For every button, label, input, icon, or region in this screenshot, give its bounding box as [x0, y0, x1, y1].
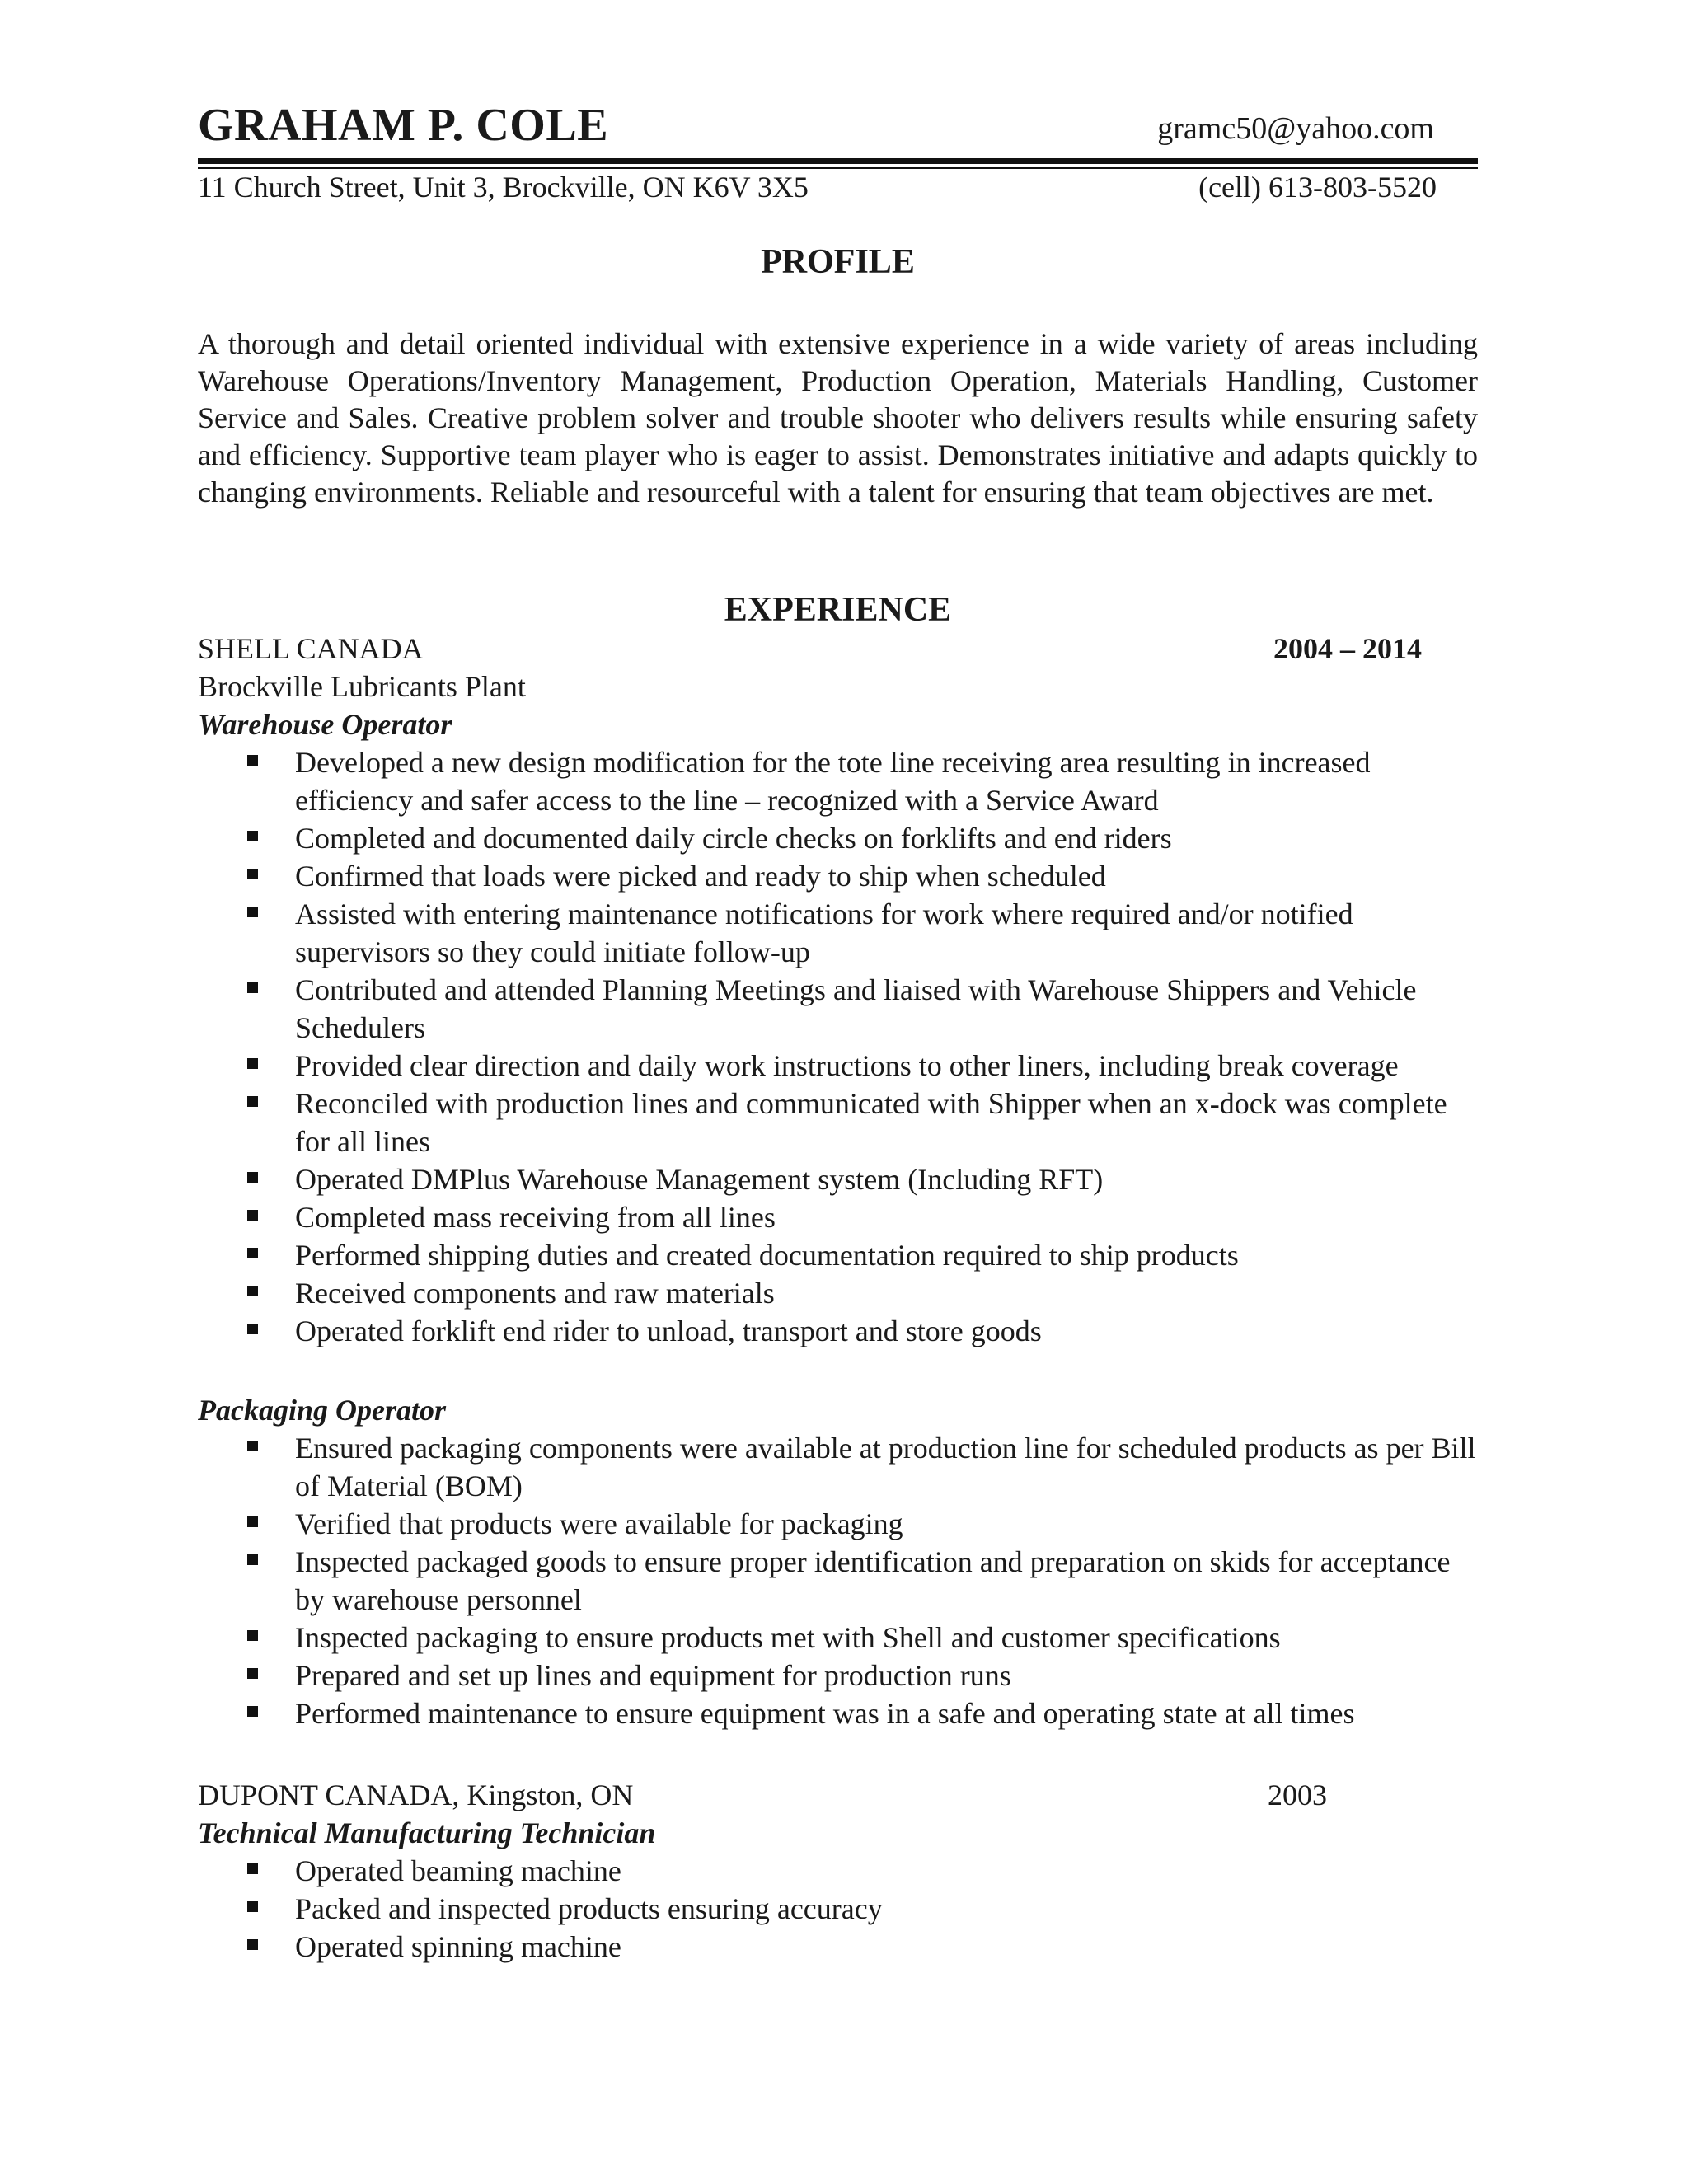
- bullet-square-icon: [247, 1441, 258, 1451]
- list-item: [198, 1694, 1478, 1732]
- profile-heading: PROFILE: [761, 243, 915, 281]
- duty-text: Ensured packaging components were available at production line for scheduled products as per Bill of Material (BOM): [295, 1432, 1476, 1502]
- duty-text: Provided clear direction and daily work instructions to other liners, including break coverage: [295, 1049, 1399, 1082]
- list-item: [198, 1619, 1478, 1657]
- bullet-square-icon: [247, 1863, 258, 1874]
- email-address: gramc50@yahoo.com: [1157, 111, 1434, 146]
- duty-text: Performed shipping duties and created documentation required to ship products: [295, 1239, 1239, 1272]
- bullet-square-icon: [247, 1516, 258, 1527]
- location-text: Brockville Lubricants Plant: [198, 670, 526, 703]
- employer-location: [198, 668, 1478, 705]
- bullet-square-icon: [247, 1096, 258, 1107]
- list-item: [198, 1505, 1478, 1543]
- bullet-square-icon: [247, 1058, 258, 1069]
- bullet-square-icon: [247, 831, 258, 841]
- duty-text: Packed and inspected products ensuring accuracy: [295, 1892, 883, 1925]
- employment-dates: 2004 – 2014: [1273, 632, 1422, 665]
- duty-text: Completed and documented daily circle checks on forklifts and end riders: [295, 822, 1172, 855]
- packaging-duties-list: [198, 1429, 1478, 1732]
- list-item: [198, 1429, 1478, 1505]
- list-item: [198, 1274, 1478, 1312]
- duty-text: Operated beaming machine: [295, 1854, 621, 1887]
- role-packaging-operator: [198, 1391, 1478, 1732]
- bullet-square-icon: [247, 1554, 258, 1565]
- resume-header: [198, 92, 1475, 158]
- list-item: [198, 1312, 1478, 1350]
- list-item: [198, 895, 1478, 971]
- technician-duties-list: [198, 1852, 1478, 1966]
- duty-text: Contributed and attended Planning Meetings and liaised with Warehouse Shippers and Vehicle Schedulers: [295, 973, 1417, 1044]
- bullet-square-icon: [247, 982, 258, 993]
- list-item: [198, 1236, 1478, 1274]
- bullet-square-icon: [247, 1939, 258, 1950]
- warehouse-duties-list: [198, 743, 1478, 1350]
- phone-number: (cell) 613-803-5520: [1198, 171, 1437, 204]
- applicant-name: GRAHAM P. COLE: [198, 100, 609, 151]
- list-item: [198, 1890, 1478, 1928]
- list-item: [198, 1657, 1478, 1694]
- list-item: [198, 971, 1478, 1047]
- duty-text: Reconciled with production lines and communicated with Shipper when an x-dock was complete for all lines: [295, 1087, 1447, 1158]
- bullet-square-icon: [247, 1630, 258, 1641]
- duty-text: Developed a new design modification for the tote line receiving area resulting in increased efficiency and safer access to the line – recognized with a Service Award: [295, 746, 1371, 817]
- bullet-square-icon: [247, 1324, 258, 1334]
- header-divider-thick: [198, 158, 1478, 164]
- list-item: [198, 1928, 1478, 1966]
- duty-text: Received components and raw materials: [295, 1277, 775, 1310]
- experience-heading: EXPERIENCE: [724, 591, 952, 629]
- duty-text: Operated forklift end rider to unload, transport and store goods: [295, 1315, 1042, 1347]
- bullet-square-icon: [247, 1172, 258, 1183]
- duty-text: Prepared and set up lines and equipment for production runs: [295, 1659, 1011, 1692]
- postal-address: 11 Church Street, Unit 3, Brockville, ON K6V 3X5: [198, 171, 809, 204]
- bullet-square-icon: [247, 1210, 258, 1221]
- job-shell-canada: [198, 630, 1478, 1350]
- list-item: [198, 1543, 1478, 1619]
- duty-text: Assisted with entering maintenance notifications for work where required and/or notified supervisors so they could initiate follow-up: [295, 898, 1353, 968]
- list-item: [198, 857, 1478, 895]
- job-dupont-canada: [198, 1776, 1478, 1966]
- employment-dates: 2003: [1268, 1779, 1327, 1811]
- role-title-warehouse-operator: Warehouse Operator: [198, 708, 452, 741]
- contact-line: [198, 165, 1478, 209]
- list-item: [198, 1198, 1478, 1236]
- profile-summary: A thorough and detail oriented individual with extensive experience in a wide variety of areas including Warehouse Operations/Inventory Management, Production Operation, Materials Handling, Customer Service and Sales. Creative problem solver and trouble shooter who delivers results while ensuring safety and efficiency. Supportive team player who is eager to assist. Demonstrates initiative and adapts quickly to changing environments. Reliable and resourceful with a talent for ensuring that team objectives are met.: [198, 327, 1478, 509]
- bullet-square-icon: [247, 1248, 258, 1258]
- duty-text: Confirmed that loads were picked and ready to ship when scheduled: [295, 860, 1106, 893]
- bullet-square-icon: [247, 1668, 258, 1679]
- employer-name: SHELL CANADA: [198, 632, 424, 665]
- bullet-square-icon: [247, 907, 258, 917]
- duty-text: Operated DMPlus Warehouse Management system (Including RFT): [295, 1163, 1104, 1196]
- list-item: [198, 1160, 1478, 1198]
- bullet-square-icon: [247, 869, 258, 879]
- duty-text: Inspected packaged goods to ensure proper identification and preparation on skids for acceptance by warehouse personnel: [295, 1545, 1451, 1616]
- list-item: [198, 819, 1478, 857]
- duty-text: Performed maintenance to ensure equipment was in a safe and operating state at all times: [295, 1697, 1355, 1730]
- employer-row: [198, 630, 1478, 668]
- employer-name: DUPONT CANADA, Kingston, ON: [198, 1779, 634, 1811]
- list-item: [198, 1047, 1478, 1085]
- bullet-square-icon: [247, 755, 258, 766]
- duty-text: Inspected packaging to ensure products met with Shell and customer specifications: [295, 1621, 1281, 1654]
- bullet-square-icon: [247, 1706, 258, 1717]
- duty-text: Operated spinning machine: [295, 1930, 621, 1963]
- duty-text: Verified that products were available for packaging: [295, 1507, 903, 1540]
- employer-row: [198, 1776, 1478, 1814]
- list-item: [198, 1852, 1478, 1890]
- role-title-packaging-operator: Packaging Operator: [198, 1394, 446, 1427]
- bullet-square-icon: [247, 1286, 258, 1296]
- list-item: [198, 1085, 1478, 1160]
- role-title-technician: Technical Manufacturing Technician: [198, 1816, 656, 1849]
- list-item: [198, 743, 1478, 819]
- bullet-square-icon: [247, 1901, 258, 1912]
- duty-text: Completed mass receiving from all lines: [295, 1201, 776, 1234]
